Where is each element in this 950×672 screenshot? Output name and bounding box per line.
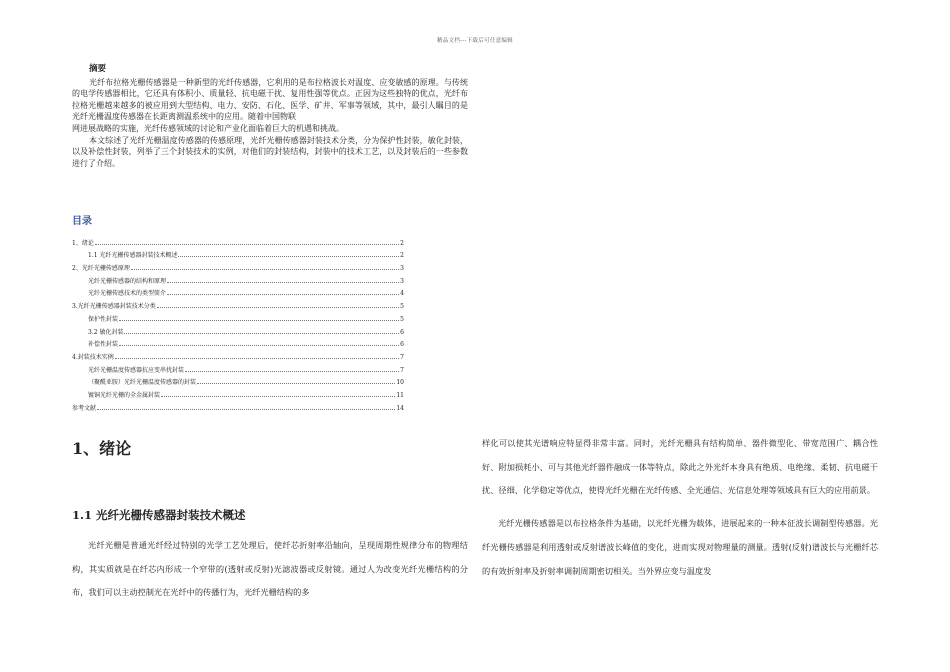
toc-page-number: 3 [400, 277, 404, 285]
toc-leader-dots [115, 358, 399, 359]
toc-leader-dots [161, 396, 395, 397]
toc-entry[interactable] [72, 247, 404, 260]
body-paragraph-right-1: 样化可以使其光谱响应特显得非常丰富。同时，光纤光栅具有结构简单、器件微型化、带宽范围广、耦合性好、附加损耗小、可与其他光纤器件融成一体等特点，除此之外光纤本身具有绝质、电绝缘、柔韧、抗电磁干扰、径细、化学稳定等优点，使得光纤光栅在光纤传感、全光通信、光信息处理等领域具有巨大的应用前景。 [482, 438, 878, 496]
toc-leader-dots [119, 320, 399, 321]
toc-entry[interactable] [72, 310, 404, 323]
abstract-paragraph-3: 本文综述了光纤光栅温度传感器的传感原理，光纤光栅传感器封装技术分类，分为保护性封装，敏化封装，以及补偿性封装，列举了三个封装技术的实例，对他们的封装结构，封装中的技术工艺，以及封装后的一些参数进行了介绍。 [72, 135, 468, 168]
toc-page-number: 2 [400, 252, 404, 260]
subsection-heading: 1.1 光纤光栅传感器封装技术概述 [72, 508, 246, 522]
toc-leader-dots [119, 345, 399, 346]
toc-entry[interactable] [72, 259, 404, 272]
toc-leader-dots [197, 383, 395, 384]
toc-entry-title: 参考文献 [72, 404, 97, 412]
toc-page-number: 11 [396, 391, 404, 399]
toc-entry[interactable] [72, 386, 404, 399]
toc-leader-dots [131, 269, 399, 270]
abstract [72, 64, 468, 169]
toc-entry[interactable] [72, 374, 404, 387]
toc-entry-title: 1.1 光纤光栅传感器封装技术概述 [88, 252, 178, 260]
toc-entry[interactable] [72, 348, 404, 361]
toc-entry-title: 3.2 敏化封装 [88, 328, 124, 336]
toc-entry-title: 3.光纤光栅传感器封装技术分类 [72, 303, 156, 311]
abstract-title: 摘要 [89, 64, 107, 74]
toc-entry-title: 保护性封装 [88, 315, 119, 323]
toc-entry-title: 2、光纤光栅传感原理 [72, 265, 130, 273]
toc-entry-title: 光纤光栅温度传感器抗应变串扰封装 [88, 366, 185, 374]
right-column [482, 432, 878, 583]
toc-page-number: 14 [396, 404, 404, 412]
toc-entry-title: 1、绪论 [72, 239, 94, 247]
toc-page-number: 6 [400, 341, 404, 349]
toc-entry[interactable] [72, 323, 404, 336]
toc-leader-dots [157, 307, 399, 308]
toc-page-number: 7 [400, 366, 404, 374]
toc-entry-title: 补偿性封装 [88, 341, 119, 349]
toc-entry-title: 4.封装技术实例 [72, 353, 114, 361]
toc-entry[interactable] [72, 285, 404, 298]
section-heading: 1、绪论 [72, 439, 132, 458]
toc-page-number: 6 [400, 328, 404, 336]
toc-leader-dots [167, 294, 399, 295]
toc-leader-dots [167, 282, 399, 283]
abstract-paragraph-1: 光纤布拉格光栅传感器是一种新型的光纤传感器，它利用的是布拉格波长对温度、应变敏感的原理。与传统的电学传感器相比，它还具有体积小、质量轻、抗电磁干扰、复用性强等优点。正因为这些独特的优点，光纤布拉格光栅越来越多的被应用到大型结构、电力、安防、石化、医学、矿井、军事等领域，其中，最引人瞩目的是光纤光栅温度传感器在长距离测温系统中的应用。随着中国物联 [72, 77, 468, 122]
body-paragraph-left: 光纤光栅是普通光纤经过特别的光学工艺处理后，使纤芯折射率沿轴向，呈现周期性规律分布的物理结构，其实质就是在纤芯内形成一个窄带的(透射或反射)光滤波器或反射镜。通过人为改变光纤光栅结构的分布，我们可以主动控制光在光纤中的传播行为，光纤光栅结构的多 [72, 540, 468, 598]
toc-entry[interactable] [72, 234, 404, 247]
toc-entry[interactable] [72, 361, 404, 374]
toc-page-number: 10 [396, 379, 404, 387]
toc-page-number: 7 [400, 353, 404, 361]
toc-page-number: 5 [400, 303, 404, 311]
toc-page-number: 2 [400, 239, 404, 247]
toc-entry-title: 光纤光栅传感器的结构和原理 [88, 277, 167, 285]
toc-leader-dots [124, 333, 399, 334]
toc-entry-title: （聚酰亚胺）光纤光栅温度传感器的封装 [88, 379, 197, 387]
toc-entry[interactable] [72, 399, 404, 412]
table-of-contents [72, 234, 404, 412]
toc-leader-dots [97, 409, 395, 410]
toc-entry[interactable] [72, 272, 404, 285]
toc-leader-dots [95, 244, 399, 245]
toc-leader-dots [185, 371, 399, 372]
page-header: 精品文档---下载后可任意编辑 [436, 38, 514, 44]
toc-page-number: 3 [400, 265, 404, 273]
abstract-paragraph-2: 网进展战略的实施，光纤传感领域的讨论和产业化面临着巨大的机遇和挑战。 [72, 123, 344, 133]
toc-title: 目录 [72, 216, 92, 227]
toc-entry[interactable] [72, 336, 404, 349]
toc-entry-title: 光纤光栅传感技术的类型简介 [88, 290, 167, 298]
toc-entry-title: 镀铜光纤光栅的全金属封装 [88, 391, 161, 399]
toc-entry[interactable] [72, 297, 404, 310]
toc-leader-dots [178, 256, 399, 257]
toc-page-number: 4 [400, 290, 404, 298]
body-paragraph-right-2: 光纤光栅传感器是以布拉格条件为基础，以光纤光栅为载体，进展起来的一种本征波长调制型传感器。光纤光栅传感器是利用透射或反射谱波长峰值的变化，进而实现对物理量的测量。透射(反射)谱波长与光栅纤芯的有效折射率及折射率调制周期密切相关。当外界应变与温度发 [482, 518, 878, 576]
toc-page-number: 5 [400, 315, 404, 323]
